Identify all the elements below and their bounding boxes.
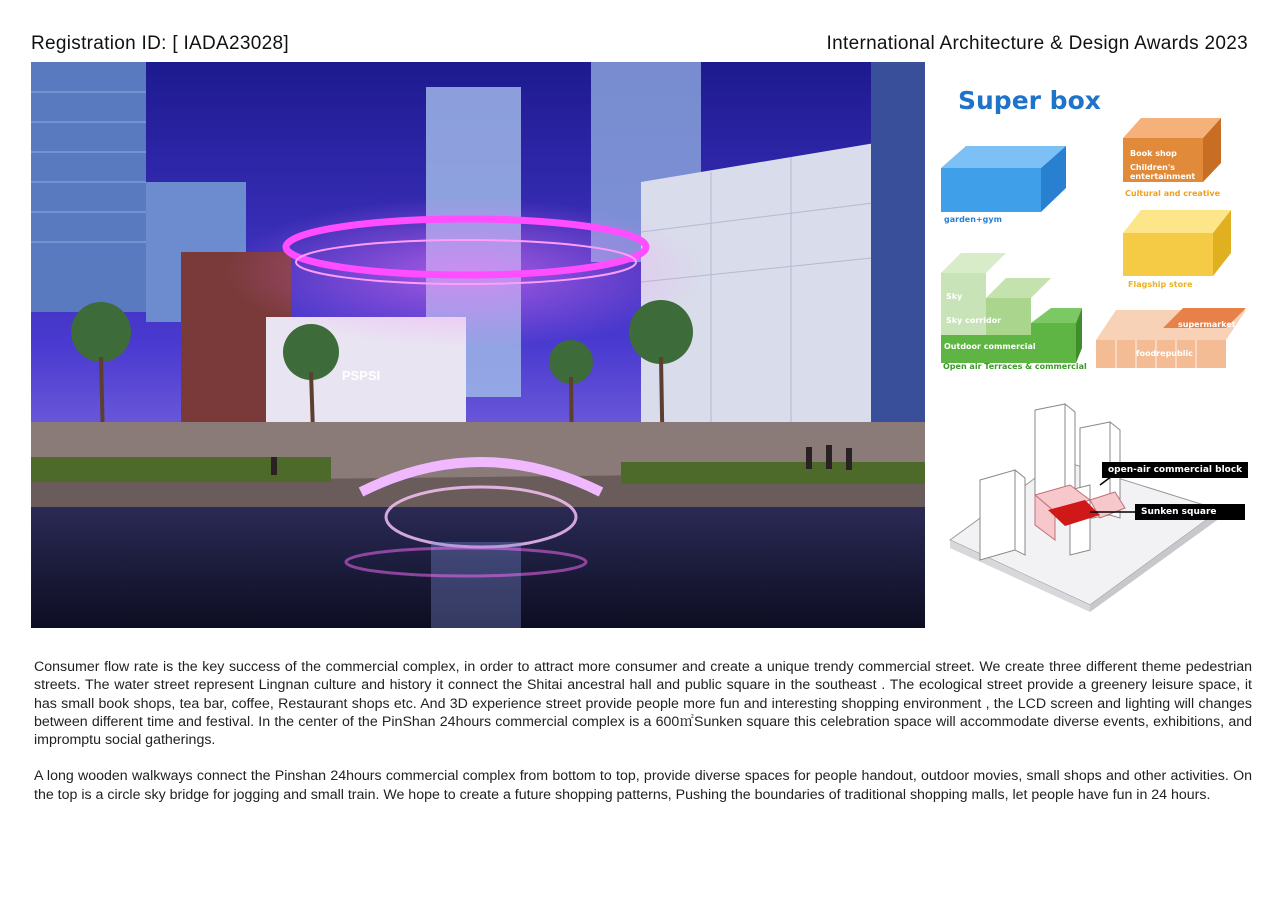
description-paragraph-1: Consumer flow rate is the key success of the commercial complex, in order to attract more consumer and create a unique trendy commercial street. We create three different theme pedestrian streets. The water street represent Lingnan culture and history it connect the Shitai ancestral hall and public square in the southeast . The ecological street provide a greenery leisure space, it has small book shops, tea bar, coffee, Restaurant shops etc. And 3D experience street provide people more fun and interesting shopping environment , the LCD screen and lighting will changes between different time and festival. In the center of the PinShan 24hours commercial complex is a 600㎡Sunken square this celebration space will accommodate diverse events, exhibitions, and impromptu social gatherings.	[34, 659, 1252, 749]
garden-gym-box	[941, 146, 1066, 212]
book-shop-label: Book shop	[1130, 149, 1177, 158]
award-title: International Architecture & Design Awards 2023	[826, 33, 1248, 54]
registration-id: Registration ID: [ IADA23028]	[31, 33, 289, 54]
sky-corridor-label: Sky corridor	[946, 316, 1002, 325]
superbox-title: Super box	[958, 86, 1101, 115]
axonometric-diagram	[940, 400, 1260, 620]
open-air-block-callout: open-air commercial block	[1102, 462, 1248, 478]
superbox-boxes	[938, 78, 1258, 378]
street-render-image	[31, 62, 925, 628]
description-paragraph-2: A long wooden walkways connect the Pinshan 24hours commercial complex from bottom to top, provide diverse spaces for people handout, outdoor movies, small shops and other activities. On the top is a circle sky bridge for jogging and small train. We hope to create a future shopping patterns, Pushing the boundaries of traditional shopping malls, let people have fun in 24 hours.	[34, 768, 1252, 803]
superbox-diagram	[938, 78, 1258, 378]
supermarket-label: supermarket	[1178, 320, 1236, 329]
garden-gym-label: garden+gym	[944, 215, 1002, 224]
children-label: Children's entertainment	[1130, 163, 1196, 181]
foodrepublic-label: foodrepublic	[1136, 349, 1193, 358]
cultural-label: Cultural and creative	[1125, 189, 1221, 198]
open-air-label: Open air Terraces & commercial	[943, 362, 1087, 371]
market-box	[1096, 308, 1246, 368]
sunken-square-callout: Sunken square	[1135, 504, 1245, 520]
outdoor-commercial-label: Outdoor commercial	[944, 342, 1036, 351]
description	[34, 658, 1252, 822]
flagship-box	[1123, 210, 1231, 276]
sky-label: Sky	[946, 292, 963, 301]
flagship-label: Flagship store	[1128, 280, 1193, 289]
render-illustration	[31, 62, 925, 628]
sign-text: PSPSI	[341, 368, 381, 383]
